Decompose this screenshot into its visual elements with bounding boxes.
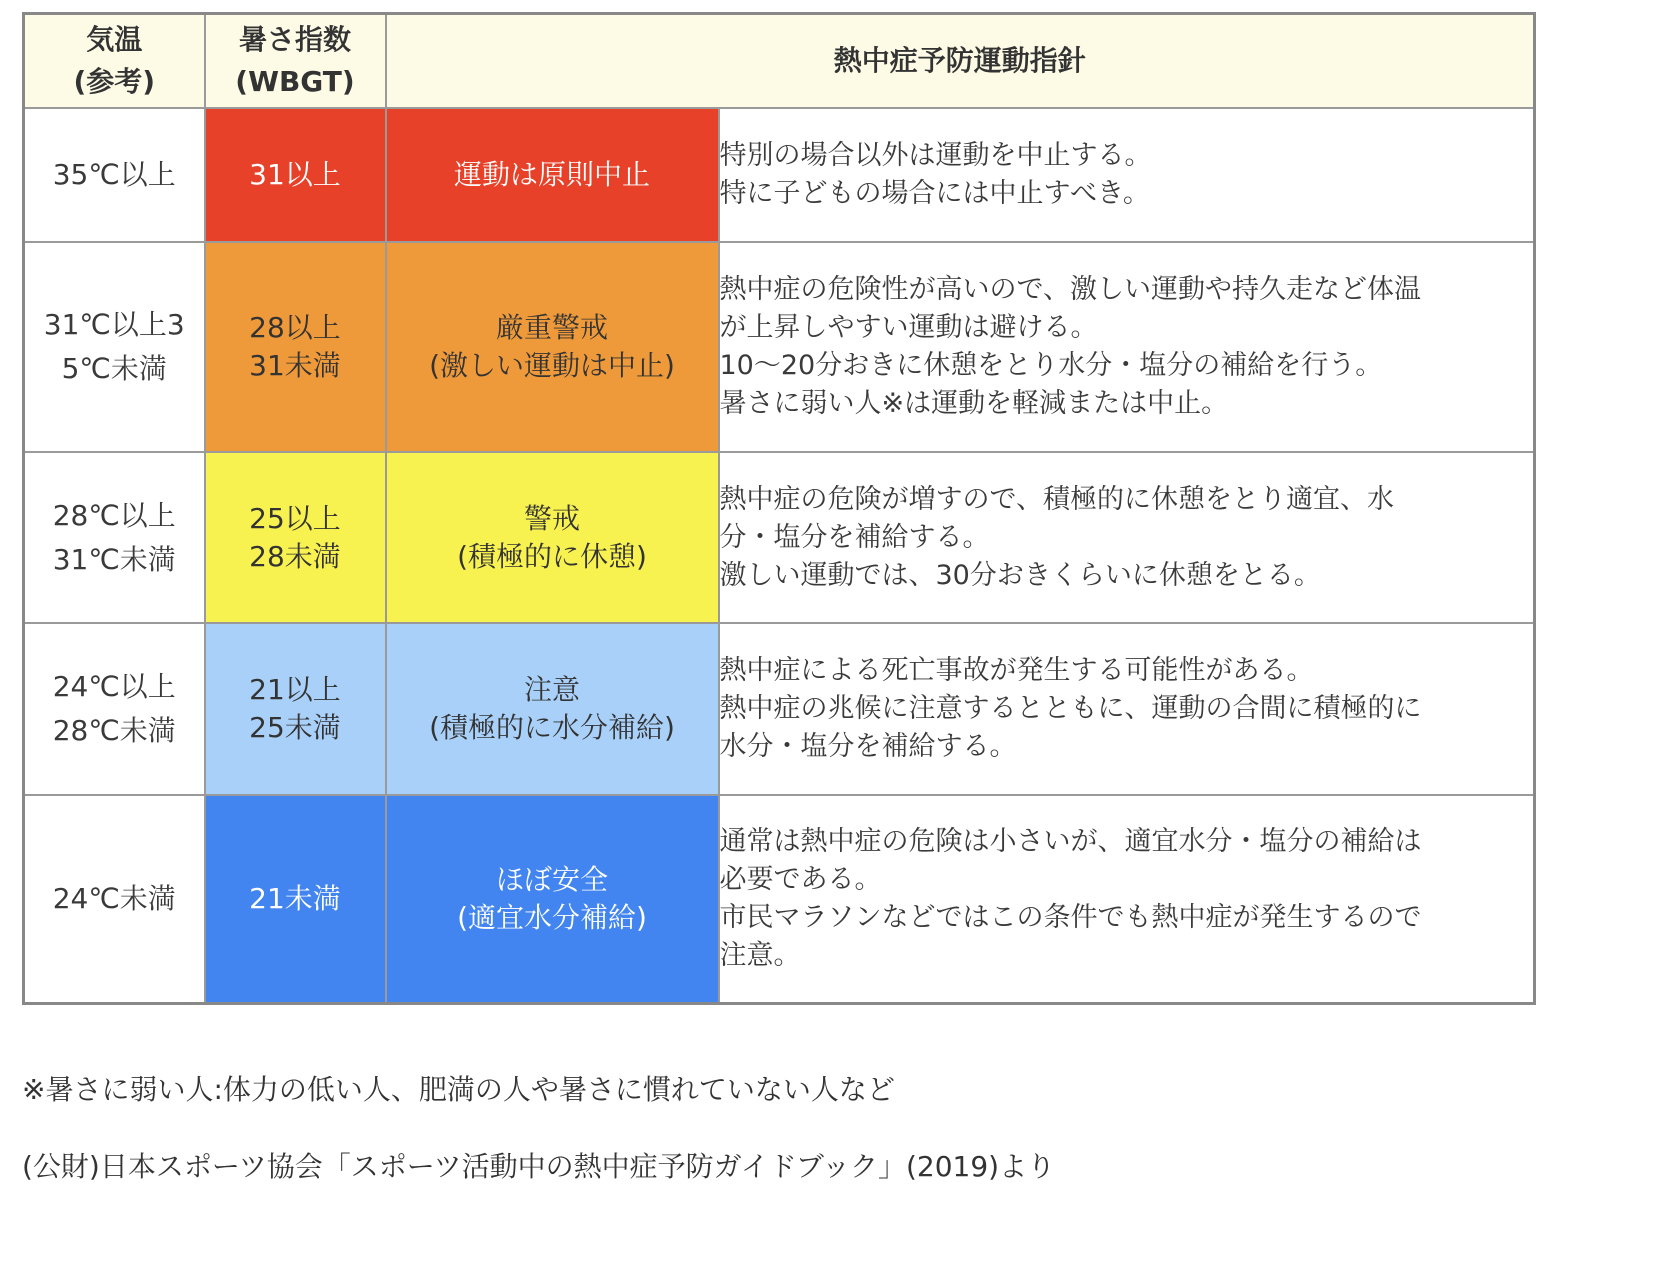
description-line: 激しい運動では、30分おきくらいに休憩をとる。: [719, 559, 1321, 591]
description-line: 市民マラソンなどではこの条件でも熱中症が発生するので: [719, 901, 1422, 933]
source-citation: (公財)日本スポーツ協会「スポーツ活動中の熱中症予防ガイドブック」(2019)より: [22, 1150, 1056, 1183]
description-line: 熱中症の兆候に注意するとともに、運動の合間に積極的に: [719, 693, 1422, 724]
level-cell: [386, 108, 719, 242]
level-cell: [386, 795, 719, 1003]
table-row: [24, 108, 1535, 242]
wbgt-text: 28以上: [249, 311, 341, 344]
table-header-row: [24, 14, 1535, 109]
header-guideline: 熱中症予防運動指針: [386, 14, 1535, 109]
header-temperature-line2: (参考): [73, 65, 156, 98]
description-line: 通常は熱中症の危険は小さいが、適宜水分・塩分の補給は: [719, 825, 1422, 857]
header-temperature-line1: 気温: [86, 23, 143, 56]
level-text: ほぼ安全: [495, 862, 608, 896]
temperature-cell: [24, 623, 205, 795]
level-cell: [386, 623, 719, 795]
wbgt-text: 25以上: [249, 501, 341, 535]
description-line: 暑さに弱い人※は運動を軽減または中止。: [719, 388, 1229, 419]
wbgt-cell: [205, 623, 386, 795]
description-line: が上昇しやすい運動は避ける。: [719, 312, 1098, 343]
temperature-text: 24℃以上: [52, 670, 176, 703]
temperature-cell: [24, 452, 205, 623]
level-subtext: (激しい運動は中止): [429, 349, 675, 382]
level-cell: [386, 452, 719, 623]
level-subtext: (適宜水分補給): [457, 900, 647, 934]
footnote-sensitive-people: ※暑さに弱い人:体力の低い人、肥満の人や暑さに慣れていない人など: [22, 1073, 895, 1106]
description-line: 分・塩分を補給する。: [719, 521, 990, 553]
heatstroke-guideline-table: [22, 12, 1536, 1005]
description-line: 特別の場合以外は運動を中止する。: [719, 140, 1152, 171]
level-subtext: (積極的に休憩): [457, 539, 647, 573]
wbgt-text: 28未満: [249, 539, 341, 573]
wbgt-text: 31以上: [249, 158, 341, 191]
temperature-cell: [24, 242, 205, 452]
temperature-text: 28℃未満: [52, 714, 176, 747]
level-subtext: (積極的に水分補給): [429, 711, 675, 744]
description-line: 特に子どもの場合には中止すべき。: [719, 178, 1150, 209]
header-wbgt: [205, 14, 386, 109]
header-temperature: [24, 14, 205, 109]
header-wbgt-line1: 暑さ指数: [238, 23, 351, 56]
level-text: 厳重警戒: [495, 311, 608, 344]
temperature-text: 28℃以上: [52, 498, 176, 532]
temperature-text: 31℃以上3: [43, 308, 185, 341]
temperature-cell: [24, 795, 205, 1003]
description-line: 注意。: [719, 939, 801, 971]
temperature-text: 35℃以上: [52, 158, 176, 191]
description-cell: [719, 795, 1535, 1003]
description-line: 水分・塩分を補給する。: [719, 731, 1017, 762]
wbgt-text: 25未満: [249, 711, 341, 744]
description-line: 10〜20分おきに休憩をとり水分・塩分の補給を行う。: [719, 350, 1383, 381]
wbgt-text: 31未満: [249, 349, 341, 382]
temperature-cell: [24, 108, 205, 242]
description-line: 熱中症の危険性が高いので、激しい運動や持久走など体温: [719, 274, 1421, 305]
table-row: [24, 242, 1535, 452]
description-line: 必要である。: [719, 863, 882, 895]
description-line: 熱中症による死亡事故が発生する可能性がある。: [719, 655, 1314, 686]
description-cell: [719, 452, 1535, 623]
description-cell: [719, 242, 1535, 452]
wbgt-cell: [205, 795, 386, 1003]
description-cell: [719, 623, 1535, 795]
temperature-text: 5℃未満: [61, 352, 167, 385]
level-text: 注意: [523, 673, 580, 706]
description-cell: [719, 108, 1535, 242]
wbgt-cell: [205, 108, 386, 242]
table-row: [24, 452, 1535, 623]
description-line: 熱中症の危険が増すので、積極的に休憩をとり適宜、水: [719, 483, 1394, 515]
wbgt-cell: [205, 452, 386, 623]
level-text: 運動は原則中止: [453, 158, 650, 191]
table-row: [24, 795, 1535, 1003]
wbgt-text: 21未満: [249, 881, 341, 915]
temperature-text: 24℃未満: [52, 881, 176, 915]
wbgt-text: 21以上: [249, 673, 341, 706]
level-cell: [386, 242, 719, 452]
table-row: [24, 623, 1535, 795]
level-text: 警戒: [523, 501, 580, 535]
header-wbgt-line2: (WBGT): [235, 65, 355, 98]
wbgt-cell: [205, 242, 386, 452]
temperature-text: 31℃未満: [52, 542, 176, 576]
